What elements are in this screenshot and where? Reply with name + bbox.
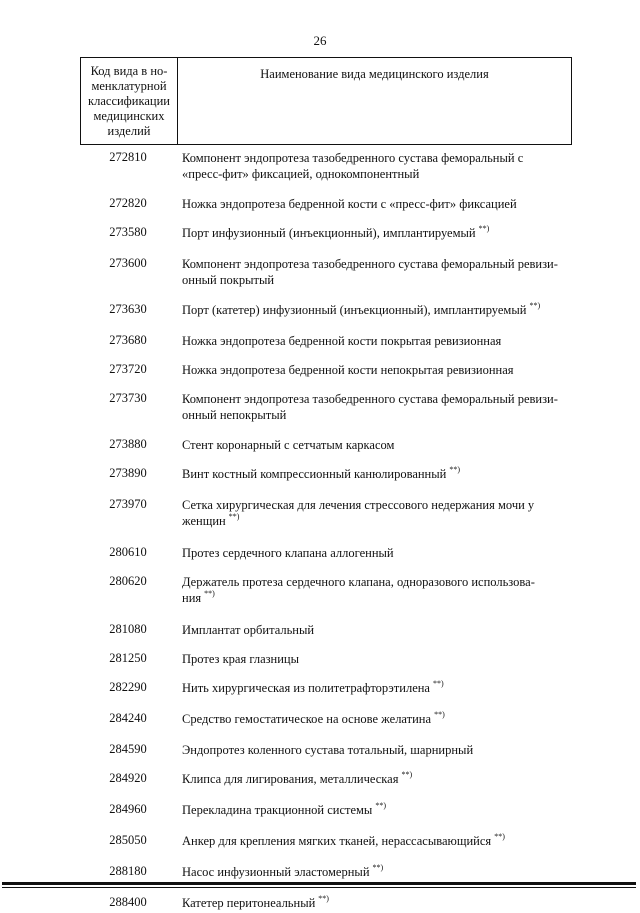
row-name [176,196,572,212]
row-name [176,651,572,667]
table-row [80,833,572,851]
row-name-text: Средство гемостатическое на основе желатина [182,712,432,726]
table-row [80,651,572,667]
row-name-text: Компонент эндопротеза тазобедренного сустава феморальный ревизи- онный непокрытый [182,392,558,422]
row-name-text: Ножка эндопротеза бедренной кости непокрытая ревизионная [182,363,514,377]
table-header [80,57,572,145]
table-row [80,225,572,243]
table-row [80,771,572,789]
table-body [80,150,572,913]
row-name-text: Компонент эндопротеза тазобедренного сустава феморальный ревизи- онный покрытый [182,257,558,287]
table-row [80,545,572,561]
row-name-text: Анкер для крепления мягких тканей, нерассасывающийся [182,834,492,848]
row-code: 284920 [109,771,147,785]
row-code: 273730 [109,391,147,405]
row-name-text: Держатель протеза сердечного клапана, одноразового использова- ния [182,575,535,605]
table-row [80,864,572,882]
row-footnote-mark: **) [432,679,444,688]
table-row [80,256,572,288]
row-name [176,437,572,453]
row-footnote-mark: **) [529,301,541,310]
row-code: 281250 [109,651,147,665]
header-name-column: Наименование вида медицинского изделия [260,67,489,81]
row-name-text: Катетер перитонеальный [182,896,316,910]
row-code: 273720 [109,362,147,376]
row-code: 273680 [109,333,147,347]
row-name [176,742,572,758]
row-code: 288400 [109,895,147,909]
row-name [176,391,572,423]
row-name [176,302,572,320]
row-footnote-mark: **) [401,770,413,779]
table-row [80,497,572,531]
row-name [176,362,572,378]
row-code: 273880 [109,437,147,451]
bottom-rule [2,882,636,885]
row-code: 281080 [109,622,147,636]
row-name [176,150,572,182]
row-footnote-mark: **) [204,589,215,598]
table-row [80,466,572,484]
row-name [176,545,572,561]
row-code: 273630 [109,302,147,316]
row-code: 273600 [109,256,147,270]
table-row [80,574,572,608]
row-code: 284590 [109,742,147,756]
row-code: 285050 [109,833,147,847]
table-row [80,622,572,638]
row-name [176,466,572,484]
table-row [80,391,572,423]
row-name [176,680,572,698]
row-footnote-mark: **) [449,465,461,474]
row-code: 282290 [109,680,147,694]
row-name [176,225,572,243]
row-name [176,497,572,531]
row-name-text: Порт (катетер) инфузионный (инъекционный), имплантируемый [182,303,527,317]
row-name [176,771,572,789]
row-name-text: Нить хирургическая из политетрафторэтилена [182,681,430,695]
row-footnote-mark: **) [494,832,505,841]
row-name-text: Ножка эндопротеза бедренной кости с «пресс-фит» фиксацией [182,197,517,211]
row-code: 273890 [109,466,147,480]
table-row [80,302,572,320]
row-code: 280620 [109,574,147,588]
row-name [176,895,572,913]
table-row [80,895,572,913]
row-code: 273970 [109,497,147,511]
row-code: 288180 [109,864,147,878]
table-row [80,333,572,349]
row-name-text: Протез края глазницы [182,652,300,666]
row-name-text: Винт костный компрессионный канюлированный [182,467,447,481]
row-name [176,333,572,349]
table-row [80,150,572,182]
row-code: 273580 [109,225,147,239]
row-code: 284240 [109,711,147,725]
row-name-text: Компонент эндопротеза тазобедренного сустава феморальный с «пресс-фит» фиксацией, однокомпонентный [182,151,524,181]
row-footnote-mark: **) [372,863,384,872]
row-footnote-mark: **) [478,224,490,233]
row-code: 272810 [109,150,147,164]
row-name [176,622,572,638]
table-row [80,742,572,758]
row-footnote-mark: **) [434,710,445,719]
row-name-text: Перекладина тракционной системы [182,803,373,817]
table-row [80,196,572,212]
row-name-text: Протез сердечного клапана аллогенный [182,546,394,560]
row-name-text: Насос инфузионный эластомерный [182,865,370,879]
row-name-text: Ножка эндопротеза бедренной кости покрытая ревизионная [182,334,502,348]
row-code: 280610 [109,545,147,559]
row-name-text: Стент коронарный с сетчатым каркасом [182,438,395,452]
header-code-column: Код вида в но- менклатурной классификации медицинских изделий [88,64,170,138]
row-footnote-mark: **) [318,894,329,903]
page-number: 26 [313,33,327,48]
row-name [176,802,572,820]
table-row [80,802,572,820]
row-name [176,256,572,288]
row-name [176,574,572,608]
row-footnote-mark: **) [228,512,240,521]
row-code: 272820 [109,196,147,210]
bottom-rule-thin [2,887,636,888]
table-row [80,680,572,698]
row-name [176,864,572,882]
row-footnote-mark: **) [375,801,386,810]
row-name-text: Сетка хирургическая для лечения стрессового недержания мочи у женщин [182,498,535,528]
row-name [176,711,572,729]
table-row [80,437,572,453]
row-name [176,833,572,851]
row-name-text: Клипса для лигирования, металлическая [182,772,399,786]
row-name-text: Имплантат орбитальный [182,623,315,637]
table-row [80,362,572,378]
row-name-text: Порт инфузионный (инъекционный), имплантируемый [182,226,476,240]
table-row [80,711,572,729]
row-code: 284960 [109,802,147,816]
row-name-text: Эндопротез коленного сустава тотальный, шарнирный [182,743,474,757]
